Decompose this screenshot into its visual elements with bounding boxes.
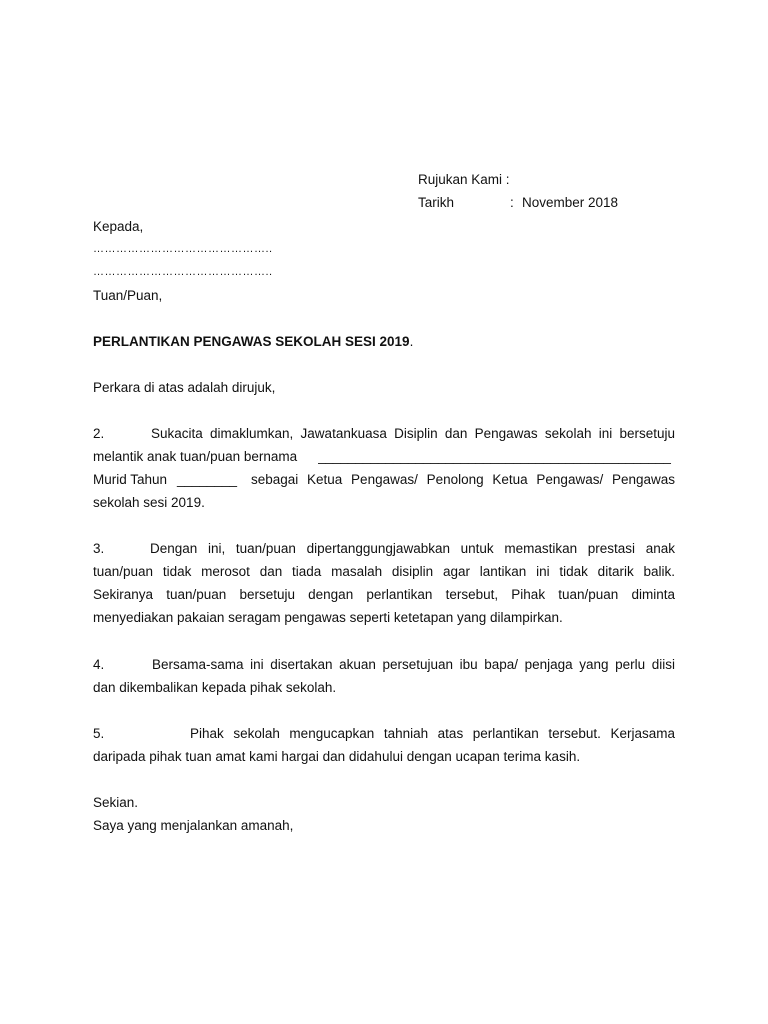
paragraph-3-line-1: Dengan ini, tuan/puan dipertanggungjawabkan untuk memastikan prestasi anak: [150, 541, 675, 556]
student-name-blank: _______________________________________________: [318, 449, 671, 464]
paragraph-4-line-1: Bersama-sama ini disertakan akuan persetujuan ibu bapa/ penjaga yang perlu diisi: [152, 657, 675, 672]
paragraph-2-line-1: Sukacita dimaklumkan, Jawatankuasa Disiplin dan Pengawas sekolah ini bersetuju: [151, 426, 675, 441]
paragraph-4-line-2: dan dikembalikan kepada pihak sekolah.: [93, 680, 337, 695]
address-line-1: ………………………………………..: [93, 243, 273, 255]
paragraph-3-line-2: tuan/puan tidak merosot dan tiada masalah disiplin agar lantikan ini tidak ditarik balik.: [93, 564, 675, 579]
paragraph-2-line-2: melantik anak tuan/puan bernama: [93, 449, 298, 464]
paragraph-4-number: 4.: [93, 657, 105, 672]
sign-off: Saya yang menjalankan amanah,: [93, 818, 294, 833]
intro-line: Perkara di atas adalah dirujuk,: [93, 380, 276, 395]
paragraph-2-line-4: sekolah sesi 2019.: [93, 495, 205, 510]
year-blank: ________: [177, 472, 238, 487]
date-label: Tarikh: [418, 195, 455, 210]
subject-text: PERLANTIKAN PENGAWAS SEKOLAH SESI 2019: [93, 334, 410, 349]
reference-label: Rujukan Kami :: [418, 172, 510, 187]
salutation: Tuan/Puan,: [93, 288, 163, 303]
subject-period: .: [409, 334, 414, 349]
paragraph-2-line-3b: sebagai Ketua Pengawas/ Penolong Ketua Pengawas/ Pengawas: [251, 472, 675, 487]
recipient-label: Kepada,: [93, 219, 144, 234]
paragraph-5-line-1: Pihak sekolah mengucapkan tahniah atas perlantikan tersebut. Kerjasama: [190, 726, 675, 741]
paragraph-2-number: 2.: [93, 426, 105, 441]
paragraph-2-line-3a: Murid Tahun: [93, 472, 168, 487]
paragraph-3-line-4: menyediakan pakaian seragam pengawas seperti ketetapan yang dilampirkan.: [93, 610, 563, 625]
closing: Sekian.: [93, 795, 139, 810]
paragraph-5-number: 5.: [93, 726, 105, 741]
date-value: November 2018: [522, 195, 619, 210]
date-colon: :: [510, 195, 514, 210]
paragraph-3-line-3: Sekiranya tuan/puan bersetuju dengan perlantikan tersebut, Pihak tuan/puan diminta: [93, 587, 675, 602]
subject-line: [93, 334, 413, 349]
address-line-2: ………………………………………..: [93, 266, 273, 278]
paragraph-3-number: 3.: [93, 541, 105, 556]
paragraph-5-line-2: daripada pihak tuan amat kami hargai dan didahului dengan ucapan terima kasih.: [93, 749, 581, 764]
